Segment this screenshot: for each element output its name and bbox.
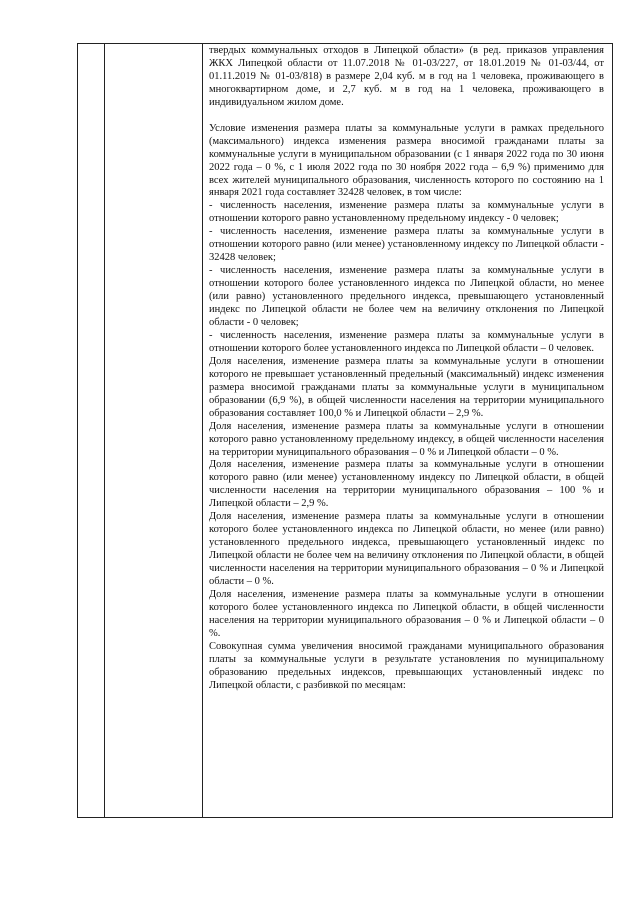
paragraph: - численность населения, изменение размера платы за коммунальные услуги в отношении которого более установленного индекса по Липецкой области, но менее (или равно) установленного предельного индекса, превышающего установленный индекс по Липецкой области не более чем на величину отклонения по Липецкой области - 0 человек; bbox=[209, 265, 604, 328]
paragraph: Доля населения, изменение размера платы за коммунальные услуги в отношении которого более установленного индекса по Липецкой области, в общей численности населения на территории муниципального образования – 0 % и Липецкой области – 0 %. bbox=[209, 589, 604, 639]
paragraph: - численность населения, изменение размера платы за коммунальные услуги в отношении которого более установленного индекса по Липецкой области – 0 человек. bbox=[209, 329, 604, 354]
document-text-cell bbox=[209, 45, 604, 693]
paragraph: Доля населения, изменение размера платы за коммунальные услуги в отношении которого равно установленному предельному индексу, в общей численности населения на территории муниципального образования – 0 % и Липецкой области – 0 %. bbox=[209, 420, 604, 458]
paragraph: - численность населения, изменение размера платы за коммунальные услуги в отношении которого равно установленному предельному индексу - 0 человек; bbox=[209, 200, 604, 225]
document-table bbox=[77, 43, 613, 818]
paragraph: Условие изменения размера платы за коммунальные услуги в рамках предельного (максимального) индекса изменения размера вносимой гражданами платы за коммунальные услуги в муниципальном образовании (с 1 января 2022 года по 30 июня 2022 года – 0 %, с 1 июля 2022 года по 30 ноября 2022 года – 6,9 %) применимо для всех жителей муниципального образования, численность которого по состоянию на 1 января 2021 года составляет 32428 человек, в том числе: bbox=[209, 122, 604, 199]
paragraph: Доля населения, изменение размера платы за коммунальные услуги в отношении которого более установленного индекса по Липецкой области, но менее (или равно) установленного предельного индекса, превышающего установленный индекс по Липецкой области не более чем на величину отклонения по Липецкой области, в общей численности населения на территории муниципального образования – 0 % и Липецкой области – 0 %. bbox=[209, 511, 604, 588]
paragraph: Доля населения, изменение размера платы за коммунальные услуги в отношении которого равно (или менее) установленному индексу по Липецкой области, в общей численности населения на территории муниципального образования – 100 % и Липецкой области – 2,9 %. bbox=[209, 459, 604, 510]
paragraph: Совокупная сумма увеличения вносимой гражданами муниципального образования платы за коммунальные услуги в результате установления по муниципальному образованию предельных индексов, превышающих установленный индекс по Липецкой области, с разбивкой по месяцам: bbox=[209, 640, 604, 691]
paragraph: Доля населения, изменение размера платы за коммунальные услуги в отношении которого не превышает установленный предельный (максимальный) индекс изменения размера вносимой гражданами платы за коммунальные услуги в муниципальном образовании (6,9 %), в общей численности населения на территории муниципального образования составляет 100,0 % и Липецкой области – 2,9 %. bbox=[209, 355, 604, 419]
column-divider bbox=[202, 44, 203, 817]
paragraph: твердых коммунальных отходов в Липецкой области» (в ред. приказов управления ЖКХ Липецкой области от 11.07.2018 № 01-03/227, от 18.01.2019 № 01-03/44, от 01.11.2019 № 01-03/818) в размере 2,04 куб. м в год на 1 человека, проживающего в многоквартирном доме, и 2,7 куб. м в год на 1 человека, проживающего в индивидуальном жилом доме. bbox=[209, 45, 604, 108]
column-divider bbox=[104, 44, 105, 817]
paragraph: - численность населения, изменение размера платы за коммунальные услуги в отношении которого равно (или менее) установленному индексу по Липецкой области - 32428 человек; bbox=[209, 226, 604, 264]
